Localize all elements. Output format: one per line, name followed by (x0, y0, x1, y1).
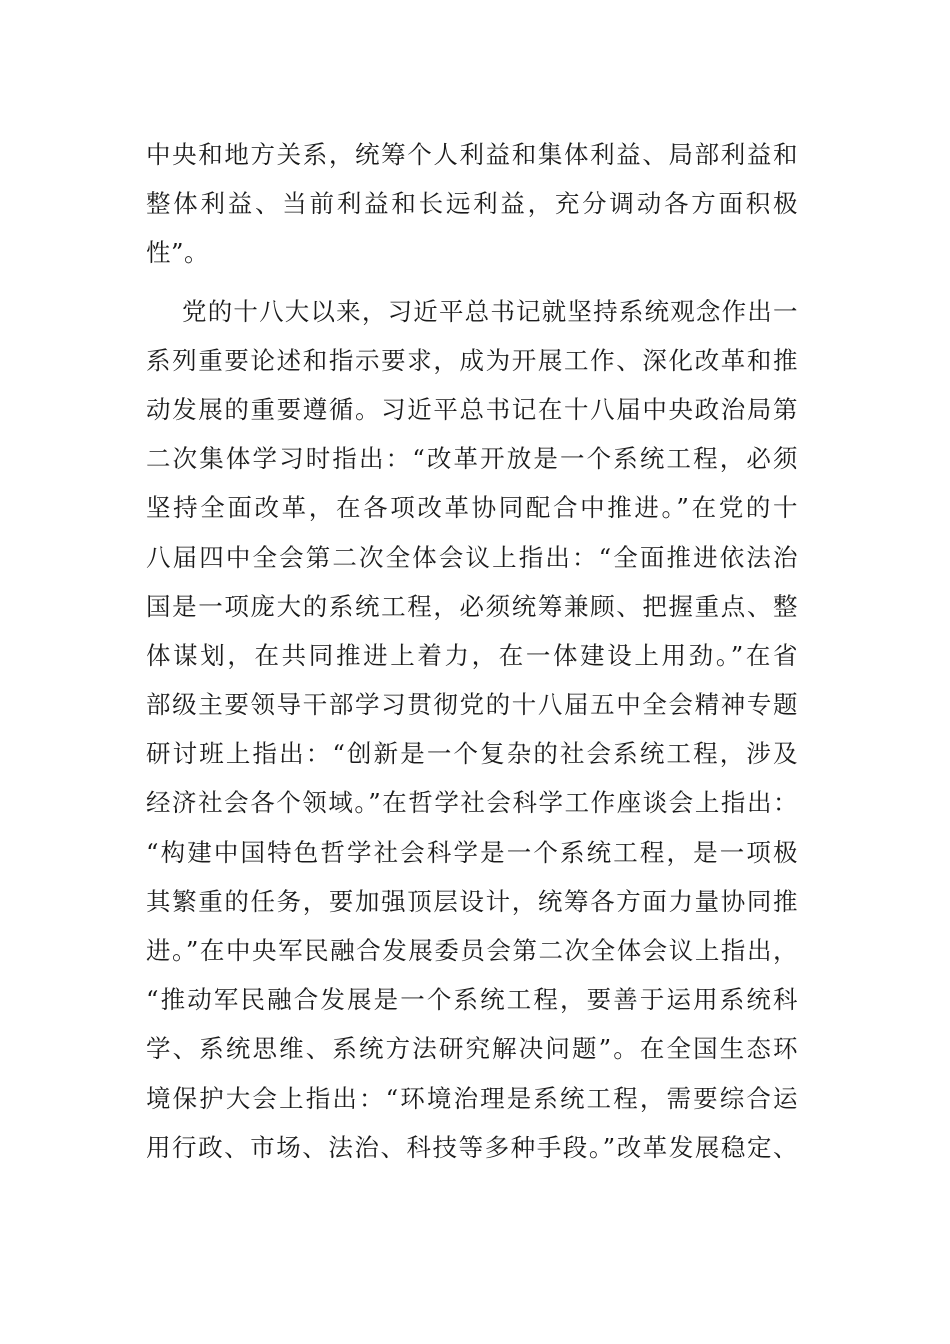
text-line: 进。”在中央军民融合发展委员会第二次全体会议上指出， (146, 936, 798, 965)
text-line: 其繁重的任务，要加强顶层设计，统筹各方面力量协同推 (146, 886, 798, 916)
document-body (146, 130, 798, 1172)
text-line: 国是一项庞大的系统工程，必须统筹兼顾、把握重点、整 (146, 591, 798, 621)
text-line: 二次集体学习时指出：“改革开放是一个系统工程，必须 (146, 444, 798, 474)
text-line: 八届四中全会第二次全体会议上指出：“全面推进依法治 (146, 542, 798, 572)
text-line: “推动军民融合发展是一个系统工程，要善于运用系统科 (146, 985, 798, 1015)
paragraph-1 (146, 130, 798, 278)
text-line: 党的十八大以来，习近平总书记就坚持系统观念作出一 (182, 296, 798, 326)
text-line: 境保护大会上指出：“环境治理是系统工程，需要综合运 (146, 1083, 798, 1113)
text-line: 中央和地方关系，统筹个人利益和集体利益、局部利益和 (146, 140, 798, 169)
text-line: 学、系统思维、系统方法研究解决问题”。在全国生态环 (146, 1034, 798, 1064)
text-line: 整体利益、当前利益和长远利益，充分调动各方面积极 (146, 189, 798, 219)
text-line: 研讨班上指出：“创新是一个复杂的社会系统工程，涉及 (146, 739, 798, 769)
text-line: “构建中国特色哲学社会科学是一个系统工程，是一项极 (146, 837, 798, 867)
text-line: 动发展的重要遵循。习近平总书记在十八届中央政治局第 (146, 394, 798, 424)
text-line: 系列重要论述和指示要求，成为开展工作、深化改革和推 (146, 345, 798, 375)
text-line: 性”。 (146, 238, 210, 268)
text-line: 经济社会各个领域。”在哲学社会科学工作座谈会上指出： (146, 788, 798, 818)
text-line: 部级主要领导干部学习贯彻党的十八届五中全会精神专题 (146, 690, 798, 720)
text-line: 体谋划，在共同推进上着力，在一体建设上用劲。”在省 (146, 640, 798, 670)
paragraph-gap (146, 278, 798, 287)
paragraph-2 (146, 287, 798, 1172)
text-line: 坚持全面改革，在各项改革协同配合中推进。”在党的十 (146, 493, 798, 523)
text-line: 用行政、市场、法治、科技等多种手段。”改革发展稳定、 (146, 1132, 798, 1162)
